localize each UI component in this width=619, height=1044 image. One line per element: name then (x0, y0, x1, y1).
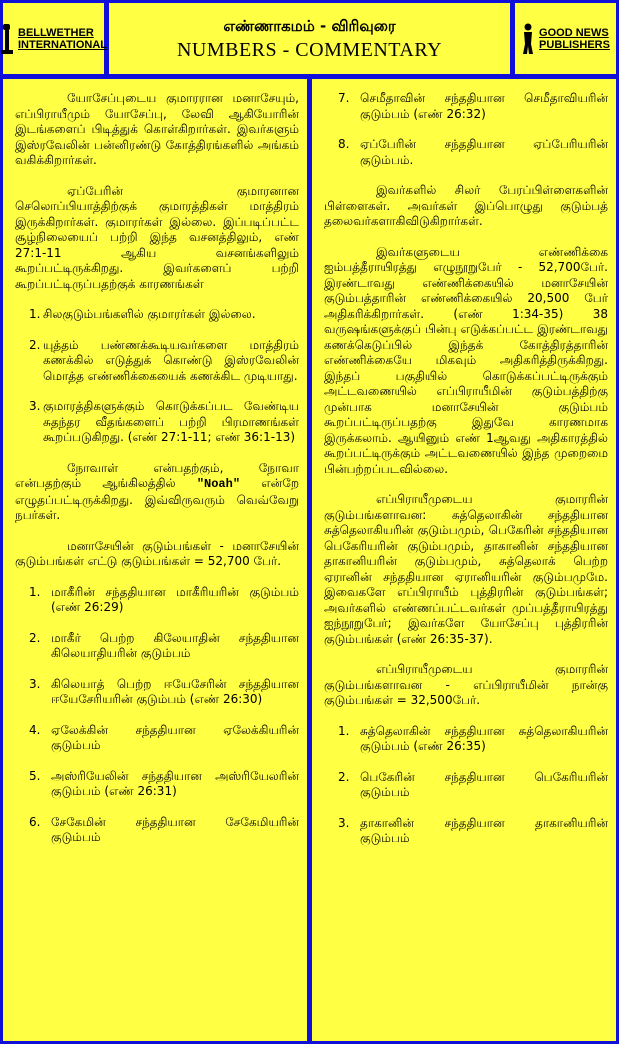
list-item: 2. பெகேரின் சந்ததியான பெகேரியரின் குடும்பம் (338, 769, 608, 799)
paragraph: ஏப்பேரின் குமாரனான செலொப்பியாத்திற்குக் குமாரத்திகள் மாத்திரம் இருக்கிறார்கள். குமாரர்கள் இல்லை. இப்படிப்பட்ட சூழ்நிலையைப் பற்றி இந்த வசனத்திலும், எண் 27:1-11 ஆகிய வசனங்களிலும் கூறப்பட்டிருக்கிறது. இவர்களைப் பற்றி கூறப்பட்டிருப்பதற்குக் காரணங்கள் (15, 183, 299, 291)
list-item: 1. மாகீரின் சந்ததியான மாகீரியரின் குடும்பம் (எண் 26:29) (29, 584, 299, 614)
left-column (3, 79, 307, 1041)
manasseh-families-list-continued (324, 91, 608, 168)
good-news-figure-icon (521, 22, 535, 56)
english-word: "Noah" (196, 477, 241, 491)
list-item: 8. ஏப்பேரின் சந்ததியான ஏப்பேரியரின் குடும்பம். (338, 137, 608, 167)
publisher-logo-left (3, 3, 108, 74)
list-item: 3. தாகானின் சந்ததியான தாகானியரின் குடும்பம் (338, 815, 608, 845)
paragraph: யோசேப்புடைய குமாரரான மனாசேயும், எப்பிராயீமும் யோசேப்பு, லேவி ஆகியோரின் இடங்களைப் பிடித்துக் கொள்கிறார்கள். இவர்களும் இஸ்ரவேலின் பன்னிரண்டு கோத்திரங்களில் அங்கம் வகிக்கிறார்கள். (15, 91, 299, 167)
title-english: NUMBERS - COMMENTARY (176, 38, 443, 61)
paragraph: எப்பிராயீமுடைய குமாரரின் குடும்பங்களாவன: சுத்தெலாகின் சந்ததியான சுத்தெலாகியரின் குடும்பமும், பெகேரின் சந்ததியான பெகேரியரின் குடும்பமும், தாகானின் சந்ததியான தாகானியரின் குடும்பமும், சுத்தெலாக் பெற்ற ஏரானின் சந்ததியான ஏரானியரின் குடும்பமுமே. இவைகளே எப்பிராயீம் புத்திரரின் குடும்பங்கள்; அவர்களில் எண்ணப்பட்டவர்கள் முப்பத்தீராயிரத்து ஐந்நூறுபேர்; இவர்களே யோசேப்பு புத்திரரின் குடும்பங்கள் (எண் 26:35-37). (324, 492, 608, 646)
paragraph: எப்பிராயீமுடைய குமாரரின் குடும்பங்களாவன - எப்பிராயீமின் நான்கு குடும்பங்கள் = 32,500பேர். (324, 662, 608, 707)
list-item: 2. யுத்தம் பண்ணக்கூடியவர்களை மாத்திரம் கணக்கில் எடுத்துக் கொண்டு இஸ்ரவேலின் மொத்த எண்ணிக்கையைக் கணக்கிட முடியாது. (29, 337, 299, 383)
list-item: 6. சேகேமின் சந்ததியான சேகேமியரின் குடும்பம் (29, 814, 299, 844)
logo-line-1: GOOD NEWS (539, 26, 609, 39)
logo-line-1: BELLWETHER (18, 26, 94, 39)
list-item: 2. மாகீர் பெற்ற கிலேயாதின் சந்ததியான கிலெயாதியரின் குடும்பம் (29, 630, 299, 660)
logo-line-2: INTERNATIONAL (18, 38, 108, 51)
list-item: 7. செமீதாவின் சந்ததியான செமீதாவியரின் குடும்பம் (எண் 26:32) (338, 91, 608, 121)
list-item: 4. ஏலேக்கின் சந்ததியான ஏலேக்கியரின் குடும்பம் (29, 722, 299, 752)
publisher-logo-right (515, 3, 616, 74)
right-column (312, 79, 616, 1041)
paragraph: மனாசேயின் குடும்பங்கள் - மனாசேயின் குடும்பங்கள் எட்டு குடும்பங்கள் = 52,700 பேர். (15, 538, 299, 568)
list-item: 3. கிலெயாத் பெற்ற ஈயேசேரின் சந்ததியான ஈயேசேரியரின் குடும்பம் (எண் 26:30) (29, 676, 299, 706)
bellwether-sheep-icon (0, 22, 14, 56)
page-header (109, 3, 510, 74)
list-item: 1. சுத்தெலாகின் சந்ததியான சுத்தெலாகியரின் குடும்பம் (எண் 26:35) (338, 723, 608, 753)
paragraph: இவர்களுடைய எண்ணிக்கை ஐம்பத்தீராயிரத்து எழுநூறுபேர் - 52,700பேர். இரண்டாவது எண்ணிக்கையில் மனாசேயின் குடும்பத்தாரின் எண்ணிக்கையில் 20,500 பேர் அதிகரிக்கிறார்கள். (எண் 1:34-35) 38 வருஷங்களுக்குப் பின்பு எடுக்கப்பட்ட இரண்டாவது கணக்கெடுப்பில் இந்தக் கோத்திரத்தாரின் எண்ணிக்கையே மிகவும் அதிகரித்திருக்கிறது. இந்தப் பகுதியில் கொடுக்கப்பட்டிருக்கும் அட்டவணையில் எப்பிராயீமின் குடும்பத்திற்கு முன்பாக மனாசேயின் குடும்பம் கூறப்பட்டிருப்பதற்கு இதுவே காரணமாக இருக்கலாம். ஆயினும் எண் 1ஆவது அதிகாரத்தில் கூறப்பட்டிருக்கும் அட்டவணையில் இந்த முறைமை பின்பற்றப்படவில்லை. (324, 244, 608, 476)
manasseh-families-list (15, 585, 299, 846)
list-item: 5. அஸ்ரியேலின் சந்ததியான அஸ்ரியேலரின் குடும்பம் (எண் 26:31) (29, 768, 299, 798)
list-item: 1. சிலகுடும்பங்களில் குமாரர்கள் இல்லை. (29, 307, 256, 321)
list-item: 3. குமாரத்திகளுக்கும் கொடுக்கப்பட வேண்டிய சுதந்தர வீதங்களைப் பற்றி பிரமாணங்கள் கூறப்படுகிறது. (எண் 27:1-11; எண் 36:1-13) (29, 399, 299, 444)
title-tamil: எண்ணாகமம் - விரிவுரை (223, 16, 396, 35)
paragraph: நோவாள் என்பதற்கும், நோவா என்பதற்கும் ஆங்கிலத்தில் "Noah" என்றே எழுதப்பட்டிருக்கிறது. இவ்விருவரும் வெவ்வேறு நபர்கள். (15, 460, 299, 522)
paragraph: இவர்களில் சிலர் பேரப்பிள்ளைகளின் பிள்ளைகள். அவர்கள் இப்பொழுது குடும்பத் தலைவர்களாகிவிடுகிறார்கள். (324, 183, 608, 228)
reasons-list (15, 307, 299, 446)
logo-line-2: PUBLISHERS (539, 38, 610, 51)
ephraim-families-list (324, 724, 608, 847)
